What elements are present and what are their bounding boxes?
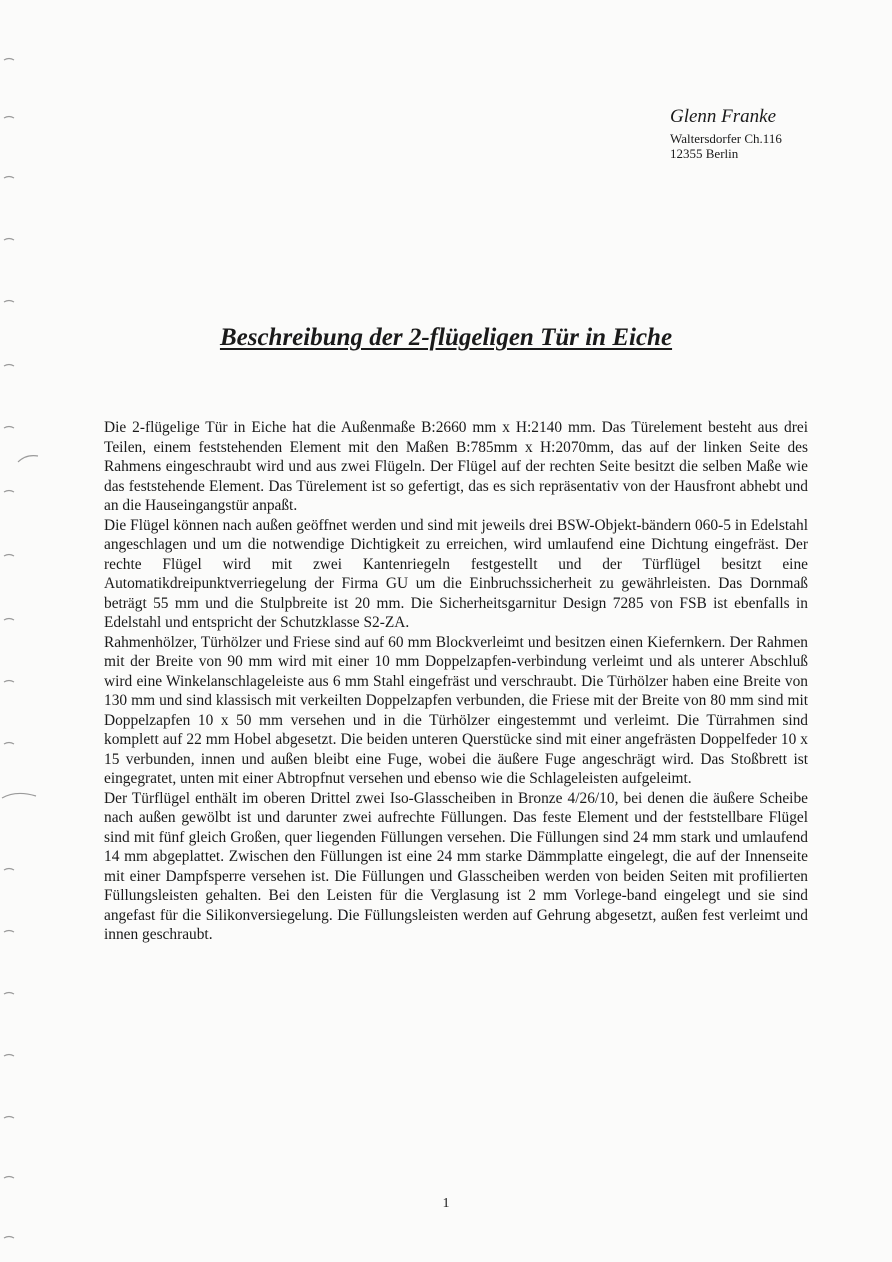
margin-mark [4,177,14,179]
margin-mark [4,301,14,303]
document-body [104,418,808,945]
margin-mark [4,555,14,557]
paragraph-dimensions: Die 2-flügelige Tür in Eiche hat die Außenmaße B:2660 mm x H:2140 mm. Das Türelement besteht aus drei Teilen, einem feststehenden Element mit den Maßen B:785mm x H:2070mm, das auf der linken Seite des Rahmens eingeschraubt wird und aus zwei Flügeln. Der Flügel auf der rechten Seite besitzt die selben Maße wie das feststehende Element. Das Türelement ist so gefertigt, das es sich repräsentativ von der Hausfront abhebt und an die Hauseingangstür anpaßt. [104,419,808,514]
paragraph-construction: Rahmenhölzer, Türhölzer und Friese sind auf 60 mm Blockverleimt und besitzen einen Kiefernkern. Der Rahmen mit der Breite von 90 mm wird mit einer 10 mm Doppelzapfen-verbindung verleimt und als unterer Abschluß wird eine Winkelanschlageleiste aus 6 mm Stahl eingefräst und verschraubt. Die Türhölzer haben eine Breite von 130 mm und sind klassisch mit verkeilten Doppelzapfen verbunden, die Friese mit der Breite von 80 mm sind mit Doppelzapfen 10 x 50 mm versehen und in die Türhölzer eingestemmt und verleimt. Die Türrahmen sind komplett auf 22 mm Hobel abgesetzt. Die beiden unteren Querstücke sind mit einer angefrästen Doppelfeder 10 x 15 verbunden, innen und außen bleibt eine Fuge, wobei die äußere Fuge angeschrägt wird. Das Stoßbrett ist eingegratet, unten mit einer Abtropfnut versehen und ebenso wie die Schlageleisten aufgeleimt. [104,633,808,787]
margin-mark [4,1237,14,1239]
margin-mark [2,793,36,798]
margin-mark [4,365,14,367]
margin-mark [4,239,14,241]
document-title: Beschreibung der 2-flügeligen Tür in Eiche [219,324,673,351]
margin-mark [4,117,14,119]
margin-mark [4,1117,14,1119]
paragraph-glazing: Der Türflügel enthält im oberen Drittel zwei Iso-Glasscheiben in Bronze 4/26/10, bei denen die äußere Scheibe nach außen gewölbt ist und darunter zwei aufrechte Füllungen. Das feste Element und der feststellbare Flügel sind mit fünf gleich Großen, quer liegenden Füllungen versehen. Die Füllungen sind 24 mm stark und umlaufend 14 mm abgeplattet. Zwischen den Füllungen ist eine 24 mm starke Dämmplatte eingelegt, die auf der Innenseite mit einer Dampfsperre versehen ist. Die Füllungen und Glasscheiben werden von beiden Seiten mit profilierten Füllungsleisten gehalten. Bei den Leisten für die Verglasung ist 2 mm Vorlege-band eingelegt und sie sind angefast für die Silikonversiegelung. Die Füllungsleisten werden auf Gehrung abgesetzt, außen fest verleimt und innen geschraubt. [104,789,808,943]
margin-mark [4,869,14,871]
paragraph-hardware: Die Flügel können nach außen geöffnet werden und sind mit jeweils drei BSW-Objekt-bändern 060-5 in Edelstahl angeschlagen und um die notwendige Dichtigkeit zu erreichen, wird umlaufend eine Dichtung eingefräst. Der rechte Flügel wird mit zwei Kantenriegeln festgestellt und der Türflügel besitzt eine Automatikdreipunktverriegelung der Firma GU um die Einbruchssicherheit zu gewährleisten. Das Dornmaß beträgt 55 mm und die Stulpbreite ist 20 mm. Die Sicherheitsgarnitur Design 7285 von FSB ist ebenfalls in Edelstahl und entspricht der Schutzklasse S2-ZA. [104,516,808,631]
sender-address [670,106,782,162]
margin-mark [4,1177,14,1179]
margin-mark [4,743,14,745]
sender-city: 12355 Berlin [670,146,739,162]
margin-mark [18,456,38,462]
sender-name: Glenn Franke [670,106,777,127]
margin-mark [4,993,14,995]
margin-mark [4,59,14,61]
scan-margin-marks [0,0,40,1262]
margin-mark [4,491,14,493]
margin-mark [4,681,14,683]
margin-mark [4,1055,14,1057]
margin-mark [4,427,14,429]
margin-mark [4,931,14,933]
margin-mark [4,619,14,621]
page-number: 1 [442,1196,450,1211]
sender-street: Waltersdorfer Ch.116 [670,130,782,146]
